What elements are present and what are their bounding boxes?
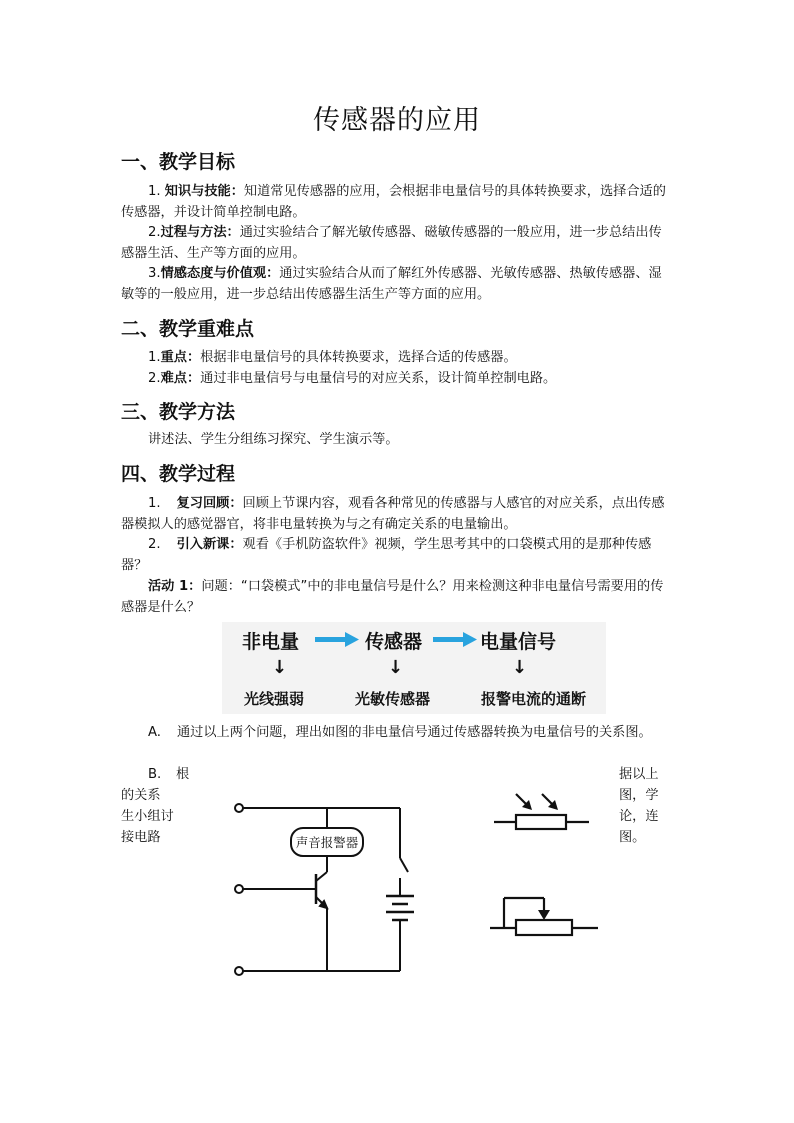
key-point-item: 1.重点：根据非电量信号的具体转换要求，选择合适的传感器。 [148, 350, 517, 365]
flow-alarm-current: 报警电流的通断 [481, 690, 587, 708]
section-heading-process: 四、教学过程 [121, 463, 236, 485]
process-item-2: 2. 引入新课：观看《手机防盗软件》视频，学生思考其中的口袋模式用的是那种传感器？ [121, 537, 652, 573]
item-b-line: 根 [176, 767, 190, 782]
item-b-number: B. [148, 767, 162, 782]
objective-item-2: 2.过程与方法：通过实验结合了解光敏传感器、磁敏传感器的一般应用，进一步总结出传感器生活、生产等方面的应用。 [121, 225, 662, 261]
section-heading-key-points: 二、教学重难点 [121, 318, 255, 340]
terminal-icon [235, 885, 243, 893]
down-arrow-icon: ↓ [272, 657, 288, 678]
terminal-icon [235, 967, 243, 975]
flow-non-electric: 非电量 [242, 631, 300, 653]
down-arrow-icon: ↓ [388, 657, 404, 678]
item-b-line: 的关系 [121, 788, 161, 803]
flow-light-intensity: 光线强弱 [244, 690, 305, 708]
section-heading-methods: 三、教学方法 [121, 401, 236, 423]
objective-item-1: 1. 知识与技能：知道常见传感器的应用，会根据非电量信号的具体转换要求，选择合适的传感器，并设计简单控制电路。 [121, 184, 666, 220]
photoresistor-icon [494, 790, 590, 838]
item-b-line: 据以上 [619, 767, 659, 782]
flow-arrow-icon [315, 632, 359, 648]
item-b-line: 生小组讨 [121, 809, 174, 824]
item-b-line: 图。 [619, 830, 646, 845]
down-arrow-icon: ↓ [512, 657, 528, 678]
process-item-1: 1. 复习回顾：回顾上节课内容，观看各种常见的传感器与人感官的对应关系，点出传感器模拟人的感觉器官，将非电量转换为与之有确定关系的电量输出。 [121, 496, 665, 532]
item-b-line: 接电路 [121, 830, 161, 845]
item-b-line: 图，学 [619, 788, 659, 803]
process-item-a: A. 通过以上两个问题，理出如图的非电量信号通过传感器转换为电量信号的关系图。 [148, 725, 652, 740]
signal-conversion-diagram [222, 622, 606, 714]
flow-sensor: 传感器 [365, 631, 423, 653]
page-title: 传感器的应用 [313, 105, 481, 136]
item-b-line: 论，连 [619, 809, 659, 824]
potentiometer-icon [490, 890, 600, 940]
flow-photo-sensor: 光敏传感器 [355, 690, 431, 708]
alarm-label: 声音报警器 [295, 835, 359, 850]
methods-text: 讲述法、学生分组练习探究、学生演示等。 [148, 432, 399, 447]
activity-1: 活动 1：问题：“口袋模式”中的非电量信号是什么？用来检测这种非电量信号需要用的传感器是什么？ [121, 579, 664, 615]
terminal-icon [235, 804, 243, 812]
flow-arrow-icon [433, 632, 477, 648]
flow-electric-signal: 电量信号 [480, 631, 557, 653]
difficulty-item: 2.难点：通过非电量信号与电量信号的对应关系，设计简单控制电路。 [148, 371, 557, 386]
objective-item-3: 3.情感态度与价值观：通过实验结合从而了解红外传感器、光敏传感器、热敏传感器、湿敏等的一般应用，进一步总结出传感器生活生产等方面的应用。 [121, 266, 662, 302]
section-heading-objectives: 一、教学目标 [121, 151, 236, 173]
alarm-circuit-diagram [228, 790, 418, 980]
